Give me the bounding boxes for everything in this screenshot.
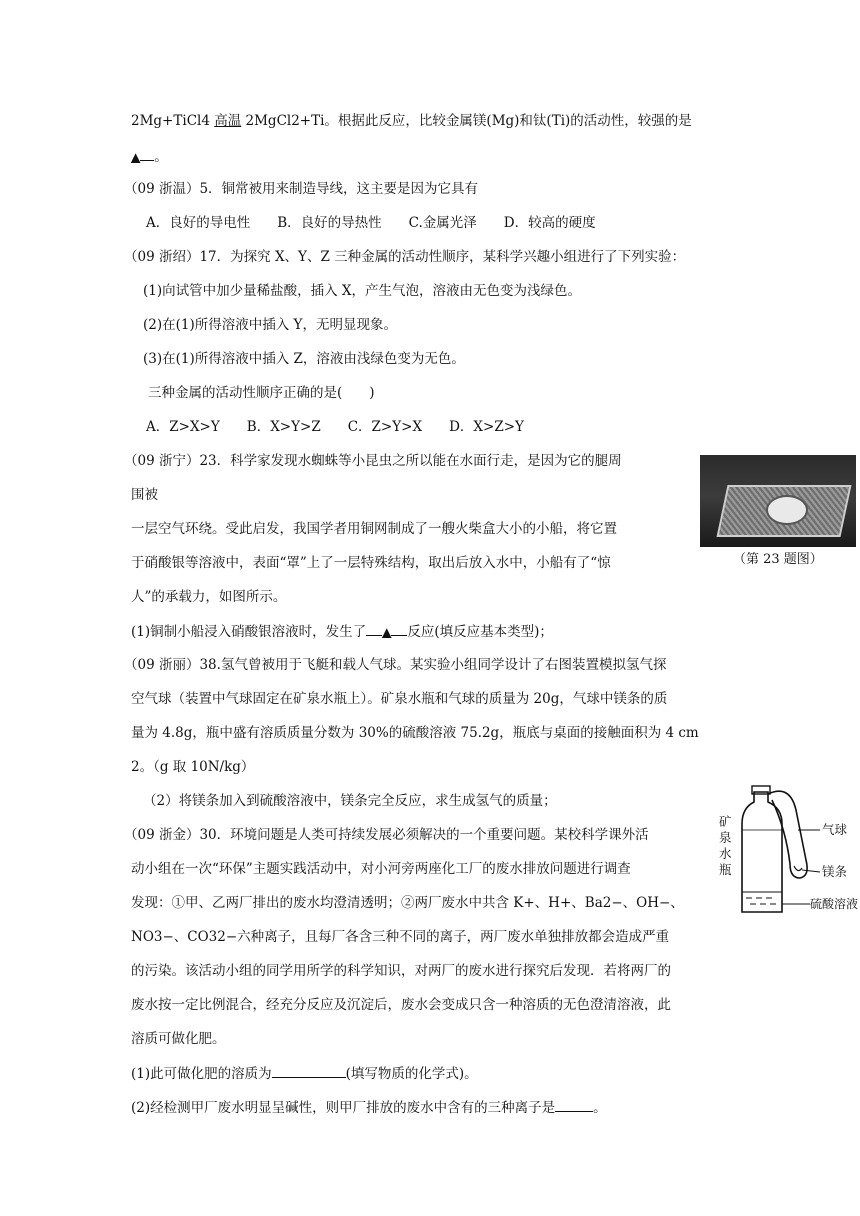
strip-label: 镁条 [822,864,848,879]
q17-options: A．Z>X>Y B．X>Y>Z C．Z>Y>X D．X>Z>Y [146,419,524,435]
q38-stem-line-1: （09 浙丽）38.氢气曾被用于飞艇和载人气球。某实验小组同学设计了右图装置模拟氢气探 [124,657,667,673]
q30-stem-line-2: 动小组在一次“环保”主题实践活动中，对小河旁两座化工厂的废水排放问题进行调查 [131,861,631,877]
q38-stem-line-2: 空气球（装置中气球固定在矿泉水瓶上）。矿泉水瓶和气球的质量为 20g，气球中镁条的质 [131,691,668,707]
equation-reactants: 2Mg+TiCl4 [131,113,215,129]
q38-stem-line-3: 量为 4.8g，瓶中盛有溶质质量分数为 30%的硫酸溶液 75.2g，瓶底与桌面的接触面积为 4 cm [131,725,699,741]
q38-stem-line-4: 2。（g 取 10N/kg） [131,759,255,775]
q30-sub-2 [131,1098,607,1117]
answer-blank-triangle: ▲ [131,150,141,164]
q30-sub-1 [131,1064,478,1083]
q23-stem-line-5: 人”的承载力，如图所示。 [131,589,287,605]
q23-boat-photo [700,455,856,547]
q5-options: A．良好的导电性 B．良好的导热性 C.金属光泽 D．较高的硬度 [146,215,596,231]
acid-label: 硫酸溶液 [810,897,859,911]
q5-stem: （09 浙温）5．铜常被用来制造导线，这主要是因为它具有 [124,181,479,197]
period: 。 [593,1100,607,1116]
q17-step-2: (2)在(1)所得溶液中插入 Y，无明显现象。 [143,317,397,333]
answer-blank[interactable] [555,1098,593,1112]
acid-liquid [746,898,776,904]
bottle-side-char: 泉 [719,830,732,845]
equation-line [131,112,692,130]
q38-sub-2: （2）将镁条加入到硫酸溶液中，镁条完全反应，求生成氢气的质量； [143,793,557,809]
q30-stem-line-6: 废水按一定比例混合，经充分反应及沉淀后，废水会变成只含一种溶质的无色澄清溶液，此 [131,997,671,1013]
q30-sub-2-text: (2)经检测甲厂废水明显呈碱性，则甲厂排放的废水中含有的三种离子是 [131,1100,556,1116]
bottle-side-char: 瓶 [719,862,732,877]
q23-stem-line-3: 一层空气环绕。受此启发，我国学者用铜网制成了一艘火柴盒大小的小船，将它置 [131,521,617,537]
bottle-side-char: 水 [719,846,732,861]
balloon [768,791,807,878]
q30-stem-line-7: 溶质可做化肥。 [131,1031,226,1047]
reaction-condition: 高温 [214,113,242,129]
q30-stem-line-1: （09 浙金）30．环境问题是人类可持续发展必须解决的一个重要问题。某校科学课外活 [124,827,649,843]
q17-step-3: (3)在(1)所得溶液中插入 Z，溶液由浅绿色变为无色。 [143,351,465,367]
q23-stem-line-2: 围被 [131,487,158,503]
answer-blank-triangle: ▲ [382,625,392,639]
q23-sub-1-tail: 反应(填反应基本类型)； [407,624,553,640]
q17-step-1: (1)向试管中加少量稀盐酸，插入 X，产生气泡，溶液由无色变为浅绿色。 [143,283,582,299]
q23-stem-line-4: 于硝酸银等溶液中，表面“罩”上了一层特殊结构，取出后放入水中，小船有了“惊 [131,555,611,571]
fig23-caption: （第 23 题图） [733,552,823,567]
q30-sub-1-text: (1)此可做化肥的溶质为 [131,1066,272,1082]
magnesium-strip [794,866,802,871]
balloon-label: 气球 [822,822,848,837]
answer-blank[interactable] [272,1064,346,1078]
boat-opening [766,495,808,525]
answer-blank[interactable] [391,622,407,636]
q30-sub-1-tail: (填写物质的化学式)。 [345,1066,478,1082]
q17-question: 三种金属的活动性顺序正确的是( ) [148,385,375,401]
answer-line [131,147,168,166]
q30-stem-line-5: 的污染。该活动小组的同学用所学的科学知识，对两厂的废水进行探究后发现．若将两厂的 [131,963,671,979]
q30-stem-line-4: NO3−、CO32−六种离子，且每厂各含三种不同的离子，两厂废水单独排放都会造成严重 [131,929,670,945]
strip-leader [802,870,820,872]
q17-stem: （09 浙绍）17．为探究 X、Y、Z 三种金属的活动性顺序，某科学兴趣小组进行了下列实验： [124,249,686,265]
answer-blank[interactable] [366,622,382,636]
answer-blank[interactable] [140,147,154,161]
bottle-side-char: 矿 [719,814,732,829]
q23-sub-1 [131,622,553,641]
bottle-side-label [719,814,733,878]
q30-stem-line-3: 发现：①甲、乙两厂排出的废水均澄清透明；②两厂废水中共含 K+、H+、Ba2−、OH−、 [131,895,684,911]
equation-products-question: 2MgCl2+Ti。根据此反应，比较金属镁(Mg)和钛(Ti)的活动性，较强的是 [241,113,692,129]
period: 。 [154,149,168,165]
q23-stem-line-1: （09 浙宁）23．科学家发现水蜘蛛等小昆虫之所以能在水面行走，是因为它的腿周 [124,453,622,469]
q23-sub-1-text: (1)铜制小船浸入硝酸银溶液时，发生了 [131,624,367,640]
